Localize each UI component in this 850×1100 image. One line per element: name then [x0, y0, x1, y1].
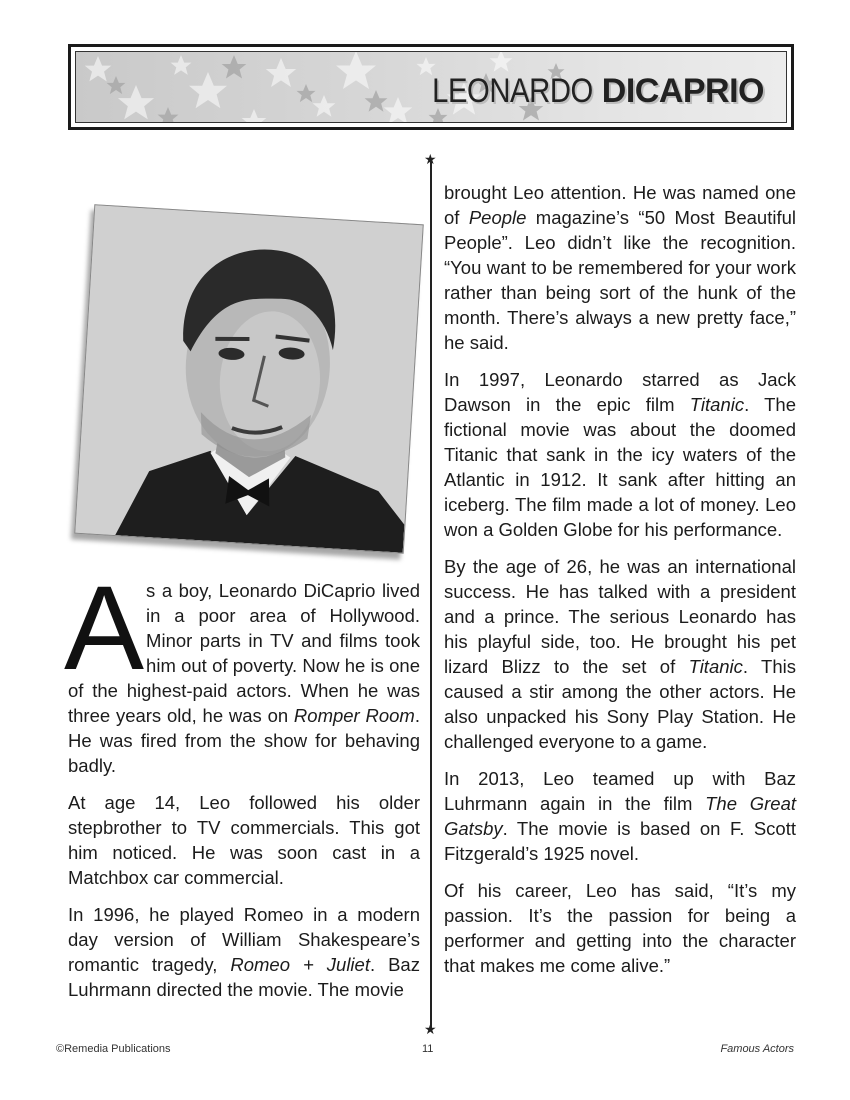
paragraph-text: . The movie is based on F. Scott Fitzgerald’s 1925 novel. — [444, 818, 796, 864]
divider-top-star-icon: ★ — [424, 151, 437, 167]
footer-book-title: Famous Actors — [720, 1043, 794, 1055]
magazine-title: People — [468, 207, 527, 228]
paragraph: Of his career, Leo has said, “It’s my passion. It’s the passion for being a performer and getting into the character that makes me come alive.” — [444, 880, 796, 976]
paragraph-text: . He was fired from the show for behaving badly. — [68, 705, 420, 776]
film-title: Romeo + Juliet — [230, 954, 370, 975]
paragraph-text: brought Leo attention. He was named one of — [444, 182, 796, 228]
film-title: Titanic — [688, 656, 743, 677]
right-column-text — [444, 180, 796, 990]
portrait-illustration — [75, 205, 422, 552]
title-first-name: LEONARDO — [432, 72, 593, 110]
show-title: Romper Room — [293, 705, 415, 726]
left-column-text — [64, 561, 420, 1014]
paragraph: At age 14, Leo followed his older stepbrother to TV commercials. This got him noticed. He was soon cast in a Matchbox car commercial. — [68, 792, 420, 888]
paragraph-text: . The fictional movie was about the doomed Titanic that sank in the icy waters of the Atlantic in 1912. It sank after hitting an iceberg. The film made a lot of money. Leo won a Golden Globe for his performance. — [444, 394, 796, 540]
paragraph — [444, 766, 796, 866]
paragraph — [64, 561, 420, 778]
paragraph — [444, 367, 796, 542]
paragraph-text: In 1996, he played Romeo in a modern day version of William Shakespeare’s romantic tragedy, — [68, 904, 420, 975]
paragraph — [68, 902, 420, 1002]
title-last-name: DICAPRIO — [601, 72, 764, 110]
paragraph-text: In 1997, Leonardo starred as Jack Dawson in the epic film — [444, 369, 796, 415]
title-banner — [68, 44, 794, 130]
film-title: Titanic — [689, 394, 745, 415]
paragraph-text: In 2013, Leo teamed up with Baz Luhrmann again in the film — [444, 768, 796, 814]
paragraph-text: . This caused a stir among the other actors. He also unpacked his Sony Play Station. He challenged everyone to a game. — [444, 656, 796, 752]
paragraph-text: magazine’s “50 Most Beautiful People”. Leo didn’t like the recognition. “You want to be remembered for your work rather than being sort of the hunk of the month. There’s always a new pretty face,” he said. — [444, 207, 796, 353]
page-title — [406, 72, 764, 111]
paragraph — [444, 180, 796, 355]
film-title: The Great Gatsby — [444, 793, 797, 839]
column-divider — [430, 160, 432, 1030]
footer-publisher: ©Remedia Publications — [56, 1043, 171, 1055]
paragraph-text: s a boy, Leonardo DiCaprio lived in a poor area of Hollywood. Minor parts in TV and films took him out of poverty. Now he is one of the highest-paid actors. When he was three years old, he was on — [68, 580, 420, 726]
portrait-photo — [74, 204, 424, 554]
banner-star-background — [75, 51, 787, 123]
drop-cap-letter: A — [64, 561, 145, 695]
footer-page-number: 11 — [422, 1043, 434, 1055]
divider-bottom-star-icon: ★ — [424, 1021, 437, 1037]
paragraph — [444, 554, 796, 754]
paragraph-text: By the age of 26, he was an international success. He has talked with a president and a prince. The serious Leonardo has his playful side, too. He brought his pet lizard Blizz to the set of — [444, 556, 796, 677]
paragraph-text: . Baz Luhrmann directed the movie. The movie — [68, 954, 420, 1000]
